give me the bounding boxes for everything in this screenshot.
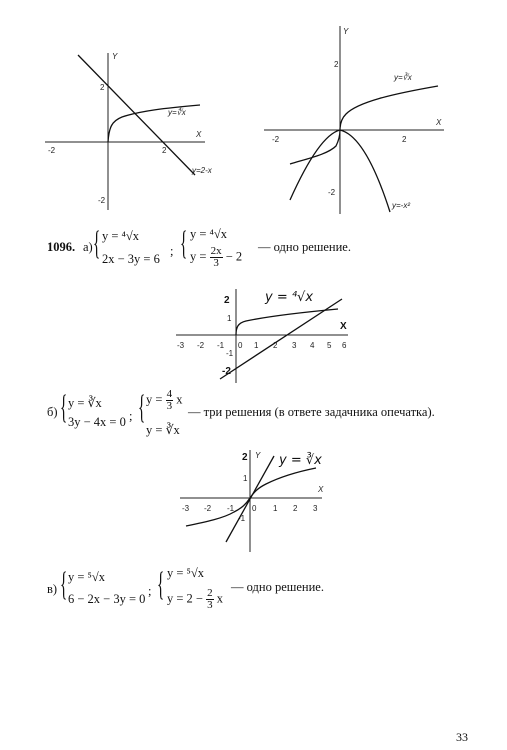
part-label: а) <box>83 240 93 254</box>
svg-text:6: 6 <box>342 341 347 350</box>
separator: ; <box>129 409 133 423</box>
fraction <box>210 246 223 269</box>
svg-text:-1: -1 <box>226 349 234 358</box>
separator: ; <box>170 244 174 258</box>
equation-tail: x <box>216 591 223 606</box>
curve-label: y=∛x <box>394 73 412 82</box>
x-axis-label: X <box>318 485 324 494</box>
numerator: 2x <box>210 245 222 257</box>
answer-text: — одно решение. <box>231 580 324 594</box>
svg-text:3: 3 <box>292 341 297 350</box>
x-axis-label: X <box>196 130 202 139</box>
left-brace: { <box>138 389 146 426</box>
curve-label: y = ⁴√x <box>265 290 314 305</box>
tick-label: 2 <box>100 83 105 92</box>
left-brace: { <box>60 566 68 603</box>
equation: y = ⁴√x <box>102 229 140 243</box>
tick-label: -2 <box>328 188 336 197</box>
svg-text:-1: -1 <box>217 341 225 350</box>
numerator: 2 <box>207 587 213 599</box>
tick-label: 2 <box>162 146 167 155</box>
y-axis-label: Y <box>255 451 261 460</box>
svg-text:1: 1 <box>273 504 278 513</box>
part-label: б) <box>47 405 58 419</box>
svg-text:-3: -3 <box>177 341 185 350</box>
equation: y = ∛x <box>146 423 180 437</box>
graph-a <box>170 283 355 385</box>
equation: y = ⁵√x <box>167 566 205 580</box>
answer-text: — одно решение. <box>258 240 351 254</box>
svg-text:3: 3 <box>313 504 318 513</box>
equation: y = ⁵√x <box>68 570 106 584</box>
fraction <box>206 588 214 611</box>
svg-text:4: 4 <box>310 341 315 350</box>
curve-label: y = ∛x <box>279 453 322 468</box>
svg-text:2: 2 <box>273 341 278 350</box>
separator: ; <box>148 584 152 598</box>
svg-text:-2: -2 <box>222 366 231 377</box>
svg-text:2: 2 <box>242 452 248 463</box>
svg-text:-1: -1 <box>238 514 246 523</box>
equation: y = ⁴√x <box>190 227 228 241</box>
equation: y = ∛x <box>68 396 102 410</box>
x-axis-label: X <box>340 321 347 332</box>
equation <box>190 246 242 269</box>
svg-text:-3: -3 <box>182 504 190 513</box>
answer-text: — три решения (в ответе задачника опечатка). <box>188 405 435 419</box>
curve-label: y=∜x <box>168 108 186 117</box>
parabola-label: y=-x² <box>392 201 410 210</box>
equation-lhs: y = <box>190 249 207 264</box>
left-brace: { <box>93 225 101 262</box>
svg-text:-1: -1 <box>227 504 235 513</box>
tick-label: -2 <box>98 196 106 205</box>
equation: 2x − 3y = 6 <box>102 252 160 266</box>
fraction <box>166 389 174 412</box>
left-brace: { <box>157 566 165 603</box>
y-tick-labels <box>222 295 234 377</box>
problem-number: 1096. <box>47 240 76 254</box>
tick-label: -2 <box>272 135 280 144</box>
tick-label: -2 <box>48 146 56 155</box>
page-number: 33 <box>456 730 468 744</box>
equation <box>146 389 182 412</box>
equation-tail: − 2 <box>225 249 243 264</box>
svg-text:2: 2 <box>293 504 298 513</box>
root-curve <box>236 309 338 335</box>
svg-text:1: 1 <box>254 341 259 350</box>
x-axis-label: X <box>436 118 442 127</box>
equation: 6 − 2x − 3y = 0 <box>68 592 146 606</box>
svg-text:-2: -2 <box>204 504 212 513</box>
top-right-graph <box>262 22 452 217</box>
root-curve <box>108 105 200 142</box>
line-label: y=2-x <box>192 166 212 175</box>
svg-text:2: 2 <box>224 295 230 306</box>
tick-label: 2 <box>402 135 407 144</box>
y-axis-label: Y <box>112 52 118 61</box>
cube-root-curve <box>186 468 316 526</box>
tick-label: 2 <box>334 60 339 69</box>
denominator: 3 <box>213 257 219 269</box>
left-brace: { <box>180 225 188 262</box>
svg-text:-2: -2 <box>197 341 205 350</box>
x-tick-labels <box>177 341 347 350</box>
graph-b <box>176 446 326 554</box>
denominator: 3 <box>207 599 213 611</box>
equation-tail: x <box>176 392 183 407</box>
denominator: 3 <box>166 400 173 412</box>
svg-text:1: 1 <box>243 474 248 483</box>
equation: 3y − 4x = 0 <box>68 415 126 429</box>
svg-text:0: 0 <box>238 341 243 350</box>
equation-lhs: y = <box>146 392 163 407</box>
left-brace: { <box>60 389 68 426</box>
top-left-graph <box>40 45 230 215</box>
equation-lhs: y = 2 − <box>167 591 203 606</box>
equation <box>167 588 223 611</box>
svg-text:5: 5 <box>327 341 332 350</box>
numerator: 4 <box>166 388 173 400</box>
y-axis-label: Y <box>343 27 349 36</box>
svg-text:1: 1 <box>227 314 232 323</box>
svg-text:0: 0 <box>252 504 257 513</box>
part-label: в) <box>47 582 58 596</box>
